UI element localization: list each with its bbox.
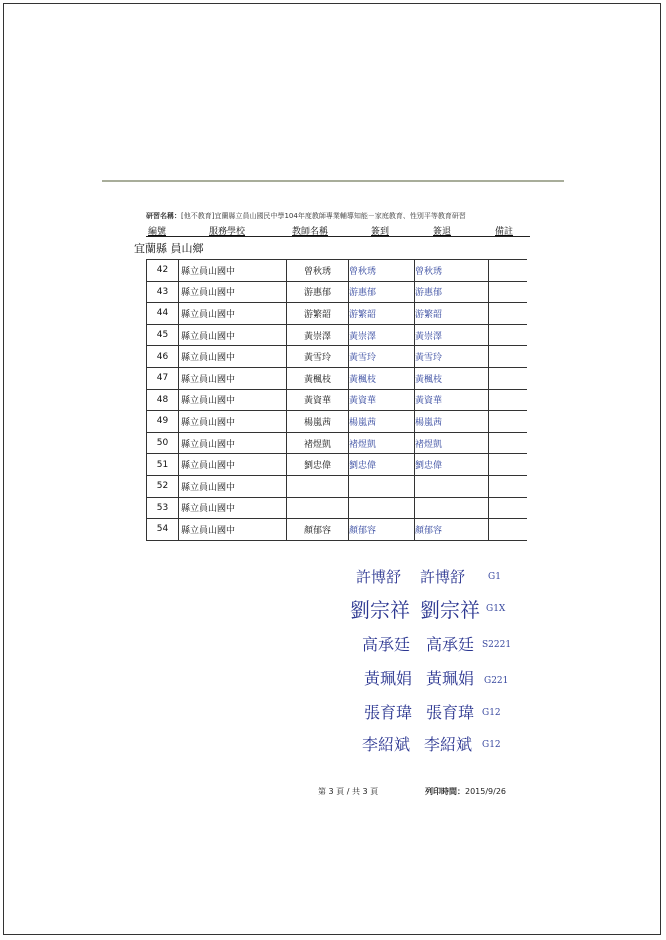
handwritten-sign-in: 許博舒 [356,568,402,586]
table-row [147,346,527,368]
row-school: 縣立員山國中 [179,454,287,476]
row-teacher: 劉忠偉 [287,454,349,476]
row-remarks [489,303,527,325]
table-row [147,475,527,497]
row-school: 縣立員山國中 [179,260,287,282]
row-teacher: 黃崇澤 [287,324,349,346]
course-label: 研習名稱： [146,212,181,220]
row-number: 43 [147,281,179,303]
row-teacher [287,475,349,497]
row-sign-out: 劉忠偉 [415,454,489,476]
header-number: 編號 [148,227,167,237]
row-sign-in: 游惠郁 [349,281,415,303]
handwritten-sign-out: 張育瑋 [426,703,475,722]
row-teacher: 曾秋琇 [287,260,349,282]
row-sign-out: 曾秋琇 [415,260,489,282]
row-sign-out [415,475,489,497]
row-remarks [489,367,527,389]
handwritten-note: G221 [484,676,509,686]
print-time [425,786,506,797]
row-school: 縣立員山國中 [179,324,287,346]
print-label: 列印時間： [425,787,465,796]
course-name: [他不教育]宜蘭縣立員山國民中學104年度教師專業輔導知能－家庭教育、性別平等教育研習 [181,212,466,220]
row-number: 54 [147,519,179,541]
row-sign-in: 游繁韶 [349,303,415,325]
handwritten-sign-out: 許博舒 [420,568,466,586]
handwritten-sign-in: 黃珮娟 [364,669,413,688]
row-remarks [489,411,527,433]
row-remarks [489,389,527,411]
row-number: 51 [147,454,179,476]
row-remarks [489,497,527,519]
row-sign-in [349,475,415,497]
row-sign-out [415,497,489,519]
row-sign-in: 楊嵐茜 [349,411,415,433]
header-school: 服務學校 [209,227,246,237]
row-teacher: 楊嵐茜 [287,411,349,433]
row-school: 縣立員山國中 [179,497,287,519]
row-teacher: 黃楓枝 [287,367,349,389]
row-teacher: 顏郁容 [287,519,349,541]
handwritten-note: S2221 [482,640,512,650]
row-sign-in: 褚煜凱 [349,432,415,454]
handwritten-sign-out: 黃珮娟 [426,669,475,688]
row-school: 縣立員山國中 [179,281,287,303]
page-number: 第 3 頁 / 共 3 頁 [318,787,379,796]
row-sign-out: 黃雪玲 [415,346,489,368]
row-remarks [489,475,527,497]
handwritten-sign-out: 高承廷 [426,635,475,654]
table-row [147,389,527,411]
row-number: 46 [147,346,179,368]
row-school: 縣立員山國中 [179,519,287,541]
row-sign-in: 黃楓枝 [349,367,415,389]
table-row [147,303,527,325]
row-number: 45 [147,324,179,346]
row-teacher: 黃雪玲 [287,346,349,368]
row-remarks [489,281,527,303]
header-remarks: 備註 [495,227,514,237]
row-remarks [489,432,527,454]
row-remarks [489,324,527,346]
row-sign-out: 游繁韶 [415,303,489,325]
header-sign-in: 簽到 [371,227,390,237]
row-number: 50 [147,432,179,454]
row-school: 縣立員山國中 [179,475,287,497]
sign-in-table [146,259,527,541]
row-school: 縣立員山國中 [179,389,287,411]
top-divider [102,180,564,182]
handwritten-sign-in: 張育瑋 [364,703,413,722]
row-teacher [287,497,349,519]
row-sign-in: 劉忠偉 [349,454,415,476]
row-sign-out: 黃資華 [415,389,489,411]
handwritten-note: G1X [486,604,506,614]
header-teacher: 教師名稱 [292,227,329,237]
table-row [147,411,527,433]
row-teacher: 游惠郁 [287,281,349,303]
course-title [146,211,466,221]
table-row [147,497,527,519]
table-row [147,432,527,454]
handwritten-sign-out: 李紹斌 [424,735,473,754]
row-school: 縣立員山國中 [179,303,287,325]
handwritten-note: G1 [488,572,501,582]
row-sign-out: 褚煜凱 [415,432,489,454]
row-sign-in [349,497,415,519]
row-sign-in: 顏郁容 [349,519,415,541]
row-sign-in: 黃崇澤 [349,324,415,346]
row-number: 47 [147,367,179,389]
handwritten-note: G12 [482,708,501,718]
row-sign-out: 顏郁容 [415,519,489,541]
row-number: 44 [147,303,179,325]
row-number: 52 [147,475,179,497]
row-sign-out: 游惠郁 [415,281,489,303]
handwritten-sign-out: 劉宗祥 [420,598,480,622]
row-teacher: 游繁韶 [287,303,349,325]
row-school: 縣立員山國中 [179,432,287,454]
row-remarks [489,346,527,368]
county-label: 宜蘭縣 員山鄉 [134,242,204,255]
table-row [147,324,527,346]
row-sign-in: 黃雪玲 [349,346,415,368]
row-sign-in: 黃資華 [349,389,415,411]
row-sign-out: 黃崇澤 [415,324,489,346]
row-sign-out: 楊嵐茜 [415,411,489,433]
row-number: 53 [147,497,179,519]
print-date: 2015/9/26 [465,787,507,796]
row-school: 縣立員山國中 [179,411,287,433]
table-row [147,281,527,303]
header-sign-out: 簽退 [433,227,452,237]
table-row [147,519,527,541]
table-row [147,367,527,389]
row-remarks [489,519,527,541]
table-row [147,454,527,476]
row-number: 48 [147,389,179,411]
row-number: 49 [147,411,179,433]
handwritten-note: G12 [482,740,501,750]
row-school: 縣立員山國中 [179,367,287,389]
row-remarks [489,260,527,282]
row-number: 42 [147,260,179,282]
handwritten-sign-in: 李紹斌 [362,735,411,754]
row-teacher: 褚煜凱 [287,432,349,454]
row-sign-out: 黃楓枝 [415,367,489,389]
row-teacher: 黃資華 [287,389,349,411]
row-school: 縣立員山國中 [179,346,287,368]
row-remarks [489,454,527,476]
handwritten-sign-in: 劉宗祥 [350,598,410,622]
row-sign-in: 曾秋琇 [349,260,415,282]
table-row [147,260,527,282]
header-underline [146,236,530,237]
handwritten-sign-in: 高承廷 [362,635,411,654]
